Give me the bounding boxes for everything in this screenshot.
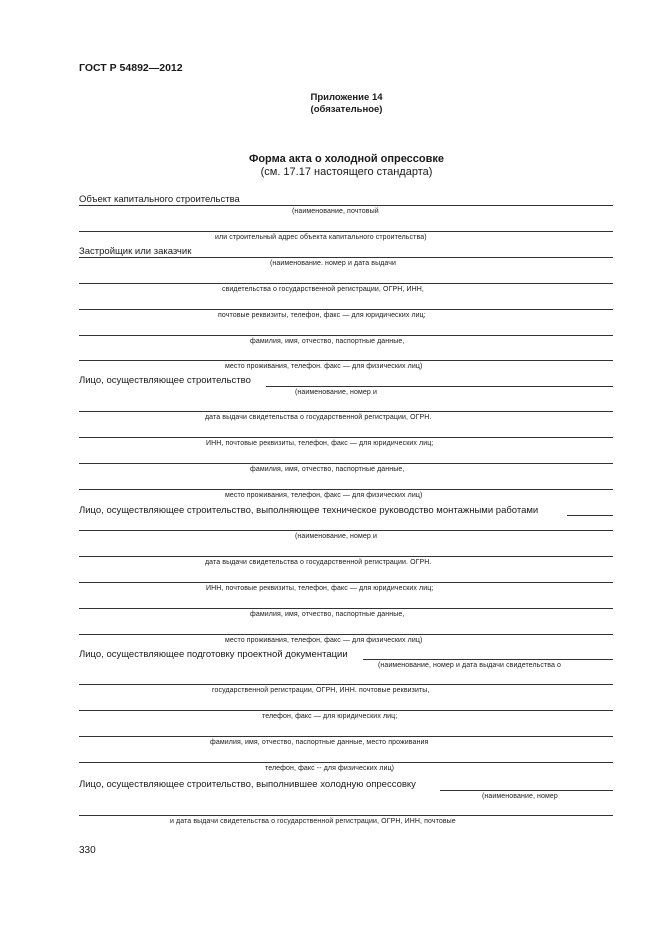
- caption: дата выдачи свидетельства о государственной регистрации. ОГРН.: [205, 559, 432, 566]
- blank-line[interactable]: [79, 231, 613, 232]
- caption: фамилия, имя, отчество, паспортные данные,: [250, 338, 405, 345]
- blank-line[interactable]: [79, 489, 613, 490]
- supervisor-label: Лицо, осуществляющее строительство, выполняющее техническое руководство монтажными работами: [79, 505, 539, 516]
- designer-label: Лицо, осуществляющее подготовку проектной документации: [79, 649, 348, 660]
- caption: (наименование, номер и дата выдачи свидетельства о: [378, 662, 562, 669]
- caption: (наименование, номер: [482, 793, 558, 800]
- caption: и дата выдачи свидетельства о государственной регистрации, ОГРН, ИНН, почтовые: [170, 818, 456, 825]
- caption: фамилия, имя, отчество, паспортные данные,: [250, 611, 405, 618]
- form-subtitle: (см. 17.17 настоящего стандарта): [260, 166, 433, 178]
- caption: дата выдачи свидетельства о государственной регистрации, ОГРН.: [205, 414, 432, 421]
- tester-line[interactable]: [440, 790, 613, 791]
- blank-line[interactable]: [79, 463, 613, 464]
- caption: место проживания, телефон, факс — для физических лиц): [225, 492, 423, 499]
- appendix-note: (обязательное): [310, 104, 383, 115]
- blank-line[interactable]: [79, 634, 613, 635]
- caption: ИНН, почтовые реквизиты, телефон, факс — для юридических лиц;: [206, 440, 434, 447]
- blank-line[interactable]: [79, 736, 613, 737]
- caption: (наименование, почтовый: [292, 208, 379, 215]
- page-number: 330: [79, 845, 96, 856]
- blank-line[interactable]: [79, 608, 613, 609]
- tester-label: Лицо, осуществляющее строительство, выполнившее холодную опрессовку: [79, 779, 416, 790]
- blank-line[interactable]: [79, 437, 613, 438]
- appendix-title: Приложение 14: [310, 92, 383, 103]
- object-label: Объект капитального строительства: [79, 194, 240, 205]
- developer-label: Застройщик или заказчик: [79, 246, 192, 257]
- supervisor-line[interactable]: [567, 515, 613, 516]
- blank-line[interactable]: [79, 411, 613, 412]
- caption: фамилия, имя, отчество, паспортные данные, место проживания: [210, 739, 429, 746]
- caption: место проживания, телефон. факс — для физических лиц): [225, 363, 423, 370]
- blank-line[interactable]: [79, 283, 613, 284]
- blank-line[interactable]: [79, 710, 613, 711]
- caption: (наименование, номер и: [295, 533, 377, 540]
- caption: ИНН, почтовые реквизиты, телефон, факс — для юридических лиц;: [206, 585, 434, 592]
- blank-line[interactable]: [79, 684, 613, 685]
- blank-line[interactable]: [79, 530, 613, 531]
- caption: телефон, факс — для юридических лиц;: [262, 713, 398, 720]
- caption: или строительный адрес объекта капитального строительства): [215, 234, 427, 241]
- form-title: Форма акта о холодной опрессовке: [248, 153, 445, 165]
- builder-line[interactable]: [266, 386, 613, 387]
- blank-line[interactable]: [79, 762, 613, 763]
- caption: фамилия, имя, отчество, паспортные данные,: [250, 466, 405, 473]
- blank-line[interactable]: [79, 309, 613, 310]
- caption: государственной регистрации, ОГРН, ИНН. почтовые реквизиты,: [212, 687, 430, 694]
- object-line[interactable]: [79, 205, 613, 206]
- blank-line[interactable]: [79, 582, 613, 583]
- caption: (наименование, номер и: [295, 389, 377, 396]
- builder-label: Лицо, осуществляющее строительство: [79, 375, 251, 386]
- blank-line[interactable]: [79, 360, 613, 361]
- blank-line[interactable]: [79, 335, 613, 336]
- caption: телефон, факс -- для физических лиц): [265, 765, 395, 772]
- caption: место проживания, телефон, факс — для физических лиц): [225, 637, 423, 644]
- designer-line[interactable]: [363, 659, 613, 660]
- developer-line[interactable]: [79, 257, 613, 258]
- caption: почтовые реквизиты, телефон, факс — для юридических лиц;: [218, 312, 426, 319]
- blank-line[interactable]: [79, 815, 613, 816]
- caption: (наименование. номер и дата выдачи: [270, 260, 397, 267]
- standard-code: ГОСТ Р 54892—2012: [79, 62, 183, 74]
- blank-line[interactable]: [79, 556, 613, 557]
- caption: свидетельства о государственной регистрации, ОГРН, ИНН,: [222, 286, 424, 293]
